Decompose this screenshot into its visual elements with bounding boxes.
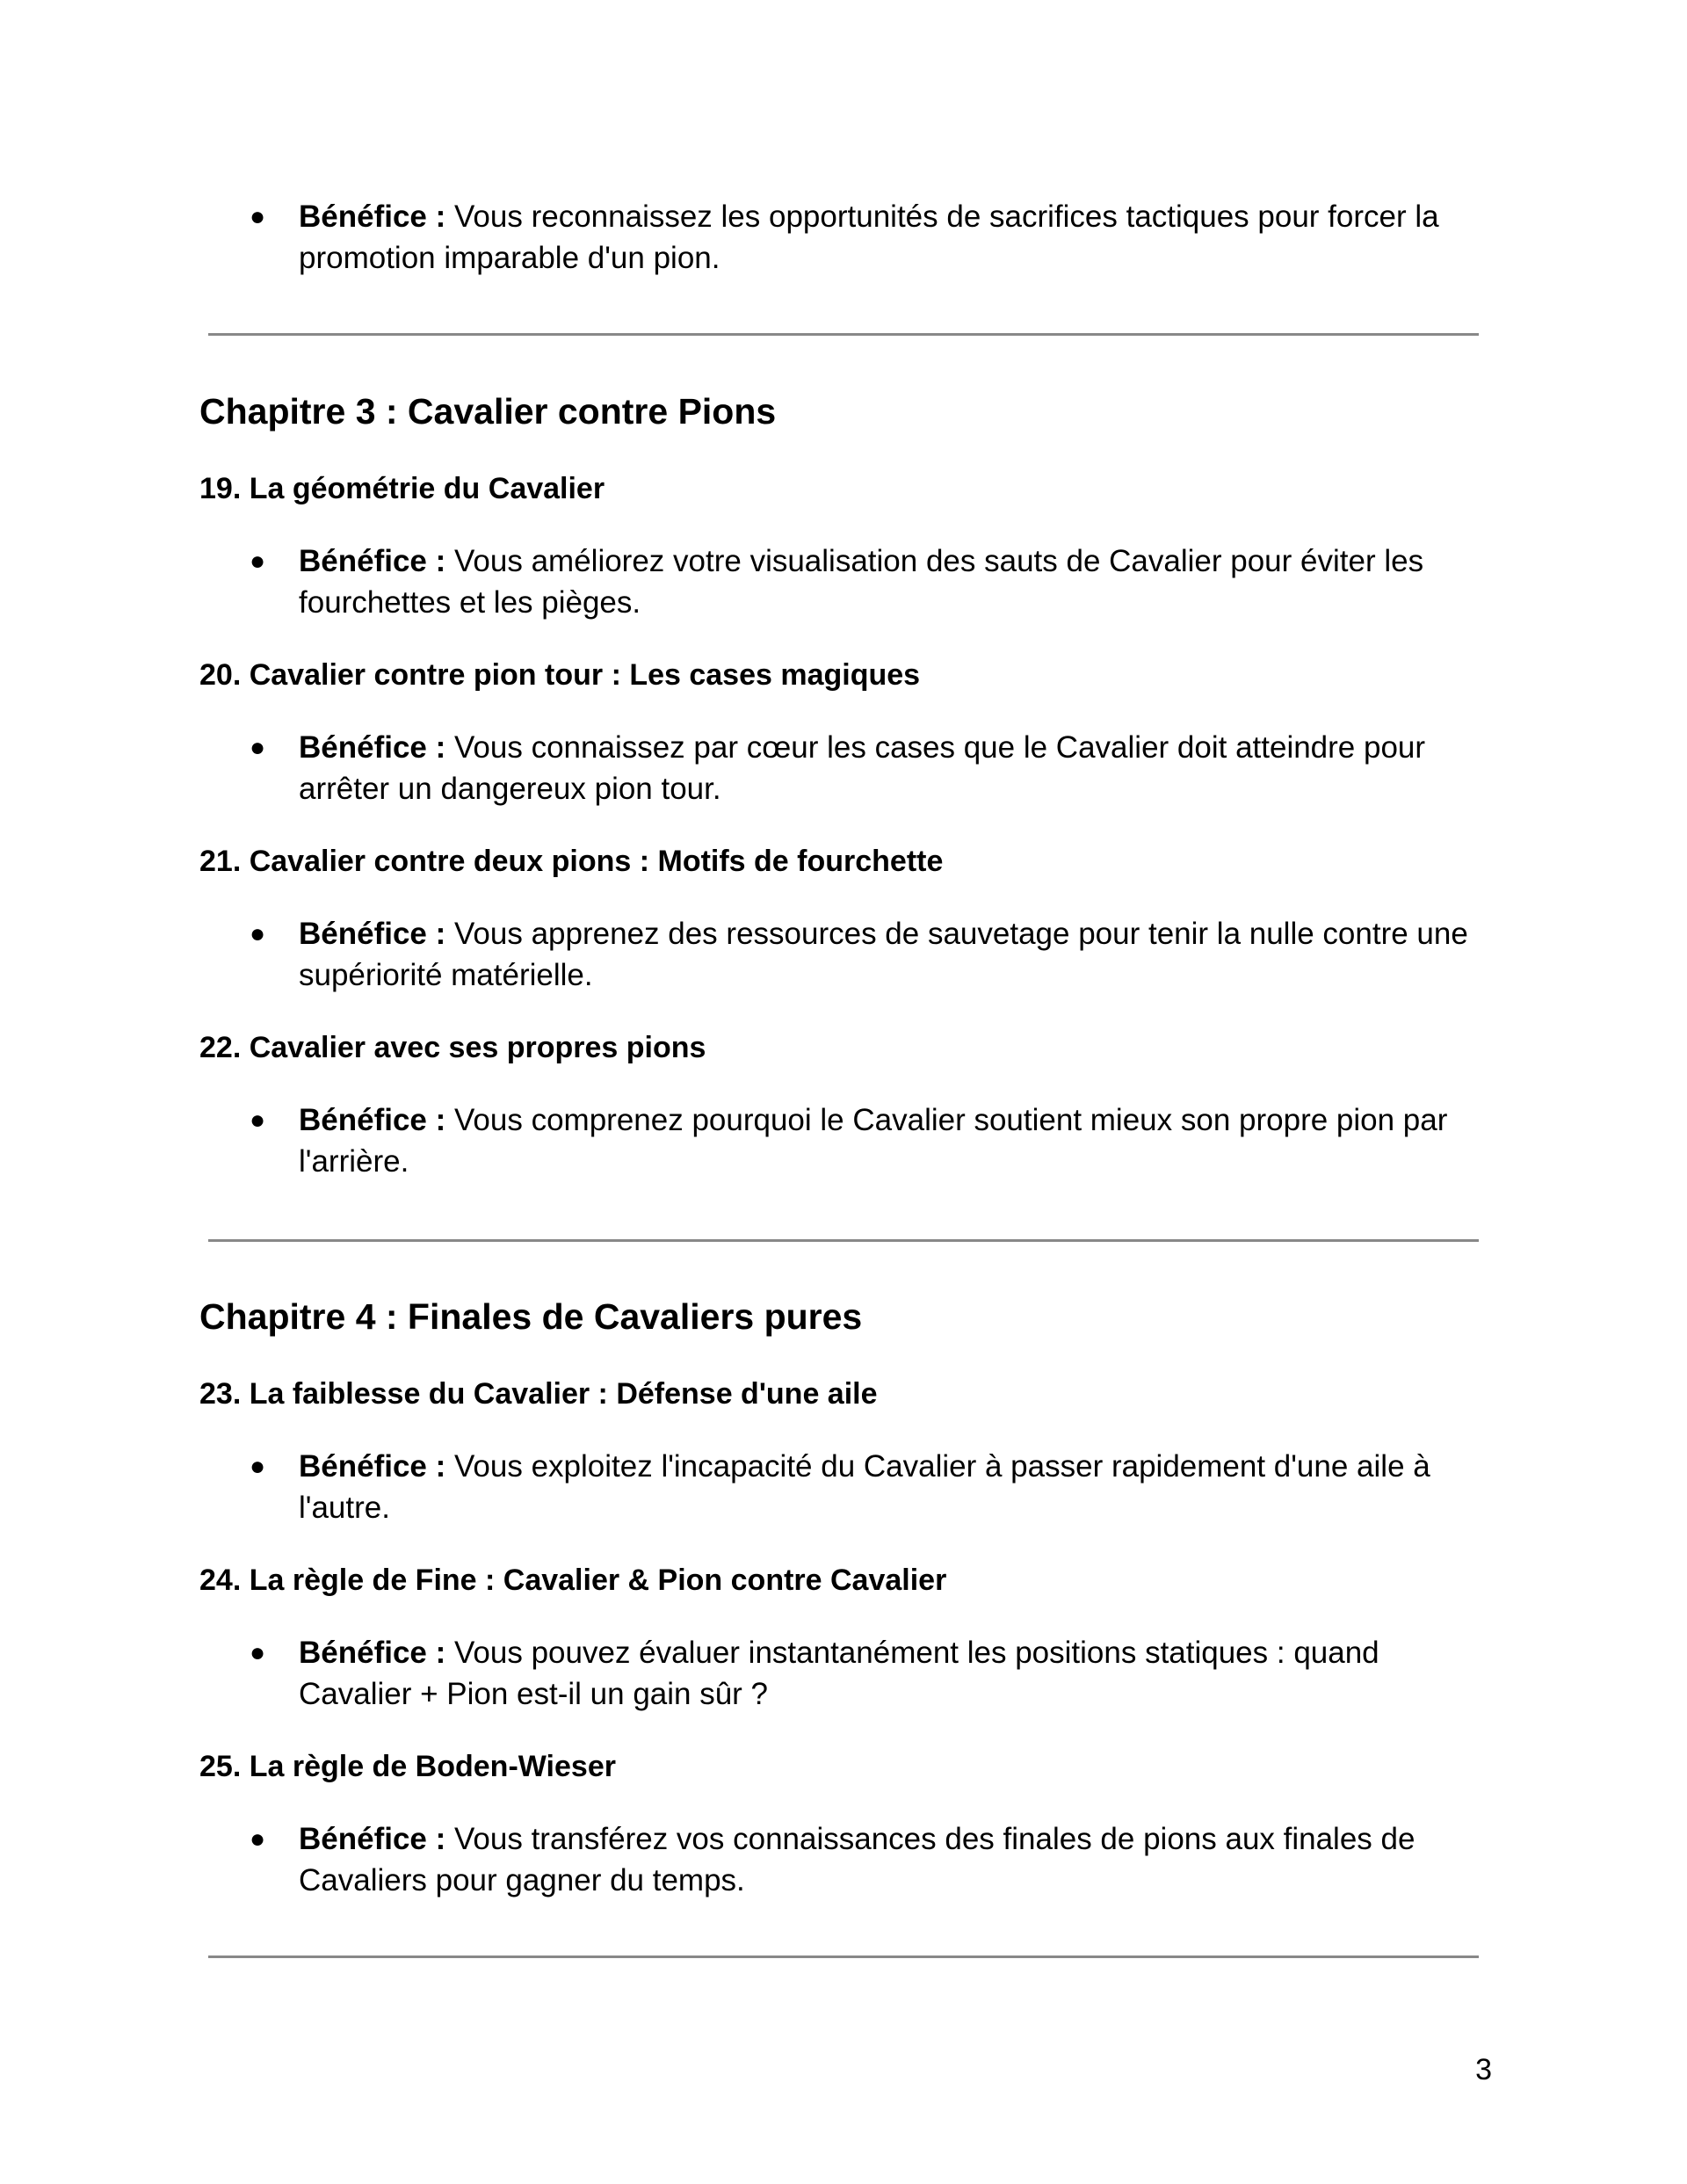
benefit-item [250,1818,1497,1901]
chapter-title: Chapitre 4 : Finales de Cavaliers pures [199,1296,863,1337]
benefit-label: Bénéfice : [299,917,446,951]
bullet-icon: ● [250,1452,266,1481]
benefit-text: Vous comprenez pourquoi le Cavalier soutient mieux son propre pion par l'arrière. [299,1103,1448,1179]
section-heading: 23. La faiblesse du Cavalier : Défense d'une aile [199,1377,878,1411]
bullet-icon: ● [250,1106,266,1135]
page-number: 3 [1475,2053,1492,2086]
benefit-item [250,196,1497,279]
horizontal-rule [208,1955,1479,1958]
benefit-text: Vous améliorez votre visualisation des sauts de Cavalier pour éviter les fourchettes et les pièges. [299,544,1424,620]
horizontal-rule [208,1239,1479,1242]
benefit-text: Vous connaissez par cœur les cases que le Cavalier doit atteindre pour arrêter un dangereux pion tour. [299,730,1426,806]
section-heading: 25. La règle de Boden-Wieser [199,1750,616,1783]
bullet-icon: ● [250,919,266,948]
bullet-icon: ● [250,1638,266,1667]
benefit-label: Bénéfice : [299,1449,446,1484]
benefit-text: Vous transférez vos connaissances des finales de pions aux finales de Cavaliers pour gagner du temps. [299,1822,1415,1897]
benefit-label: Bénéfice : [299,200,446,234]
section-heading: 19. La géométrie du Cavalier [199,472,605,505]
benefit-label: Bénéfice : [299,1822,446,1856]
bullet-icon: ● [250,547,266,576]
benefit-label: Bénéfice : [299,1103,446,1137]
benefit-text: Vous reconnaissez les opportunités de sacrifices tactiques pour forcer la promotion imparable d'un pion. [299,200,1439,275]
benefit-label: Bénéfice : [299,544,446,578]
benefit-text: Vous pouvez évaluer instantanément les positions statiques : quand Cavalier + Pion est-il un gain sûr ? [299,1636,1379,1711]
benefit-item [250,541,1497,623]
chapter-title: Chapitre 3 : Cavalier contre Pions [199,391,777,432]
section-heading: 24. La règle de Fine : Cavalier & Pion contre Cavalier [199,1564,947,1597]
benefit-label: Bénéfice : [299,1636,446,1670]
benefit-item [250,1446,1497,1528]
horizontal-rule [208,333,1479,336]
bullet-icon: ● [250,1825,266,1854]
benefit-item [250,1632,1497,1715]
bullet-icon: ● [250,202,266,231]
benefit-item [250,913,1497,996]
benefit-text: Vous apprenez des ressources de sauvetage pour tenir la nulle contre une supériorité matérielle. [299,917,1468,992]
benefit-text: Vous exploitez l'incapacité du Cavalier à passer rapidement d'une aile à l'autre. [299,1449,1430,1525]
benefit-item [250,1099,1497,1182]
section-heading: 21. Cavalier contre deux pions : Motifs de fourchette [199,845,944,878]
section-heading: 20. Cavalier contre pion tour : Les cases magiques [199,658,921,692]
benefit-label: Bénéfice : [299,730,446,765]
section-heading: 22. Cavalier avec ses propres pions [199,1031,706,1064]
bullet-icon: ● [250,733,266,762]
benefit-item [250,727,1497,809]
